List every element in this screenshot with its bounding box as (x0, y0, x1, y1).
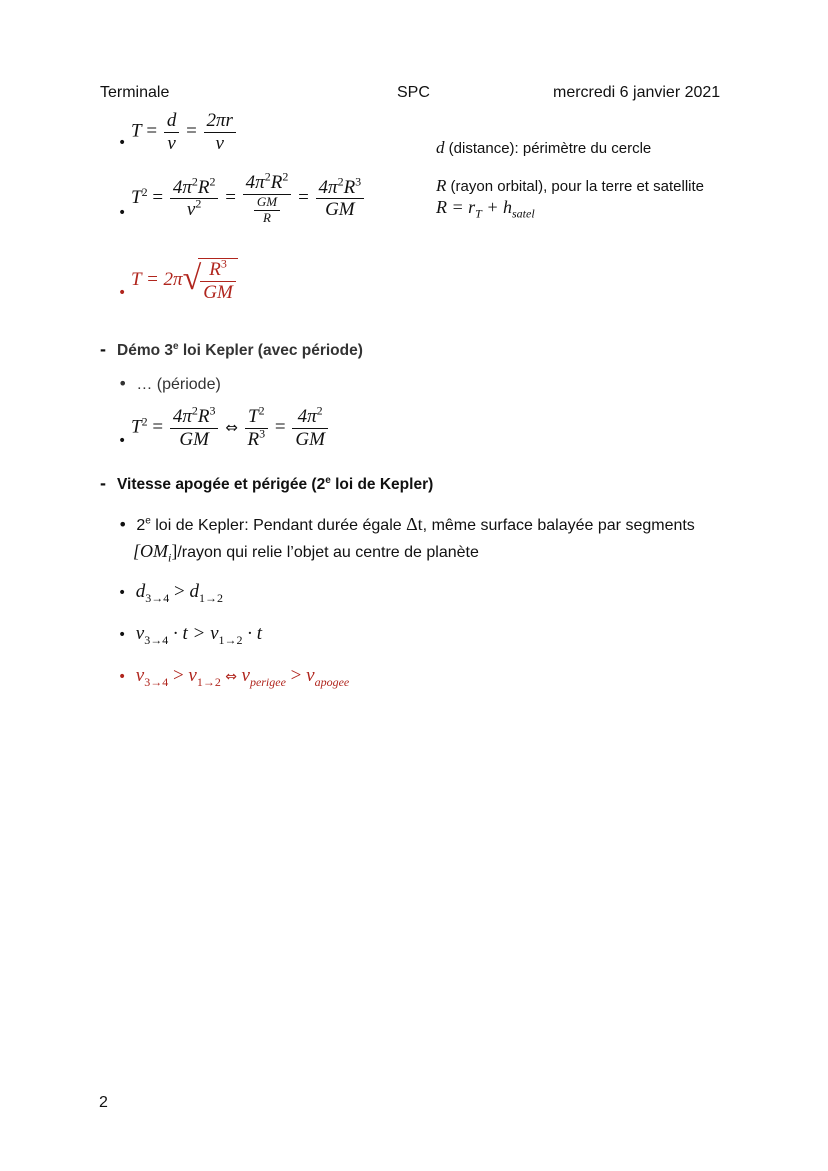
inequality-distance: • $d_{3\to 4} > d_{1\to 2}$ (118, 581, 223, 605)
formula-period-sqrt: $_•$ T = 2π√ $\frac{R^3}{GM}$ (118, 258, 240, 304)
formula-period-definition: $_•$ T = $\frac{d}{v}$ = $\frac{2\pi r}{v}$ (118, 110, 238, 155)
section2-bullet-1-line2: $[OM_i]$/rayon qui relie l’objet au centre de planète (133, 541, 479, 565)
section2-dash: - (100, 473, 106, 493)
inequality-velocity-time: • $v_{3\to 4} \cdot t > v_{1\to 2} \cdot t$ (118, 623, 263, 647)
inequality-velocity-conclusion: • $v_{3\to 4} > v_{1\to 2}$ ⇔ $v_{perigee} > v_{apogee}$ (118, 665, 350, 689)
page-number: 2 (99, 1094, 108, 1111)
header-left: Terminale (100, 84, 170, 101)
section2-title: Vitesse apogée et périgée (2e loi de Kepler) (117, 475, 434, 494)
formula-kepler-third-law: $_•$ $T^2$ = $\frac{4\pi^2R^3}{GM}$ ⇔ $\frac{T^2}{R^3}$ = $\frac{4\pi^2}{GM}$ (118, 406, 330, 451)
note-radius-formula: $R = r_T + h_{satel}$ (436, 197, 535, 221)
section2-bullet-1: • 2e loi de Kepler: Pendant durée égale Δt, même surface balayée par segments (118, 514, 695, 534)
note-distance: d (distance): périmètre du cercle (436, 138, 652, 157)
section1-dash: - (100, 339, 106, 359)
section1-bullet-1: • … (période) (118, 374, 221, 393)
note-radius: R (rayon orbital), pour la terre et satellite (436, 176, 705, 195)
formula-period-squared: $_•$ $T^2$ = $\frac{4\pi^2R^2}{v^2}$ = $\frac{4\pi^2R^2}{\frac{GM}{R}}$ = $\frac{4\pi^2R^3}{GM}$ (118, 172, 366, 226)
section1-title: Démo 3e loi Kepler (avec période) (117, 341, 363, 360)
header-right: mercredi 6 janvier 2021 (553, 84, 721, 101)
header-center: SPC (397, 84, 430, 101)
